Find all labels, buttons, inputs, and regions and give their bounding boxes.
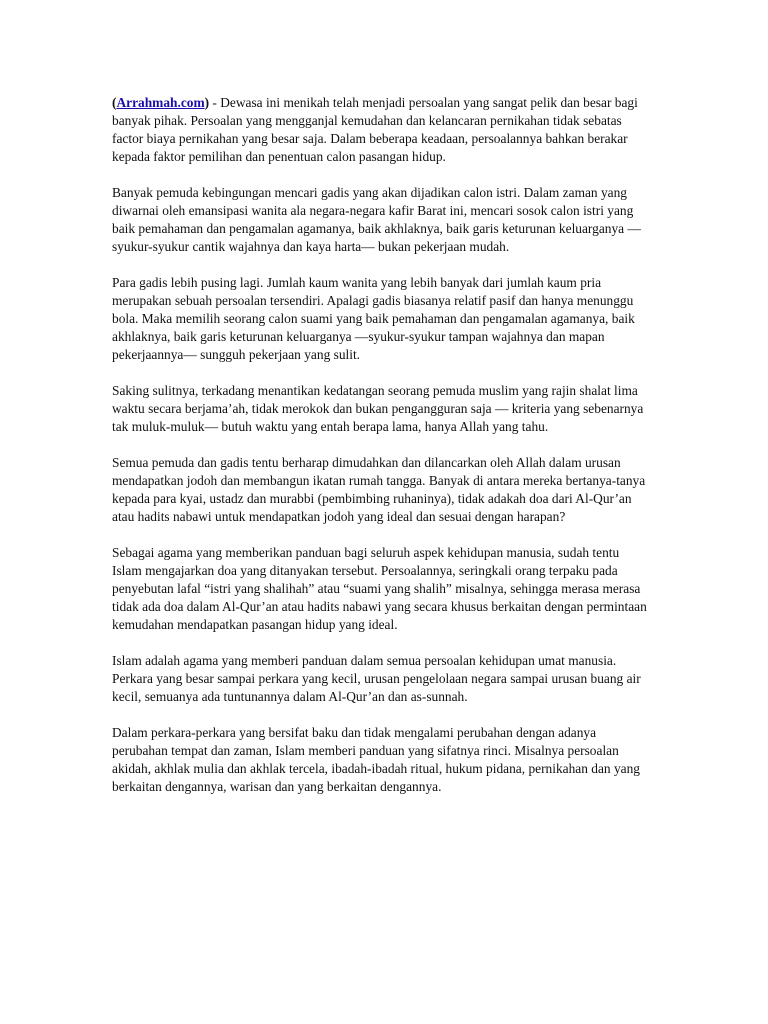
source-open-paren: ( xyxy=(112,95,117,110)
paragraph: Semua pemuda dan gadis tentu berharap dimudahkan dan dilancarkan oleh Allah dalam urusan mendapatkan jodoh dan membangun ikatan rumah tangga. Banyak di antara mereka bertanya-tanya kepada para kyai, ustadz dan murabbi (pembimbing ruhaninya), tidak adakah doa dari Al-Qur’an atau hadits nabawi untuk mendapatkan jodoh yang ideal dan sesuai dengan harapan? xyxy=(112,455,646,524)
intro-text: - Dewasa ini menikah telah menjadi persoalan yang sangat pelik dan besar bagi banyak pihak. Persoalan yang mengganjal kemudahan dan kelancaran pernikahan tidak sebatas factor biaya pernikahan yang besar saja. Dalam beberapa keadaan, persoalannya bahkan berakar kepada faktor pemilihan dan penentuan calon pasangan hidup. xyxy=(112,95,638,164)
paragraph: Saking sulitnya, terkadang menantikan kedatangan seorang pemuda muslim yang rajin shalat lima waktu secara berjama’ah, tidak merokok dan bukan pengangguran saja — kriteria yang sebenarnya tak muluk-muluk— butuh waktu yang entah berapa lama, hanya Allah yang tahu. xyxy=(112,383,644,434)
paragraph: Dalam perkara-perkara yang bersifat baku dan tidak mengalami perubahan dengan adanya perubahan tempat dan zaman, Islam memberi panduan yang sifatnya rinci. Misalnya persoalan akidah, akhlak mulia dan akhlak tercela, ibadah-ibadah ritual, hukum pidana, pernikahan dan yang berkaitan dengannya, warisan dan yang berkaitan dengannya. xyxy=(112,725,640,794)
source-close-paren: ) xyxy=(204,95,210,110)
source-link[interactable]: Arrahmah.com xyxy=(116,95,205,110)
article-body xyxy=(112,94,652,796)
paragraph: Banyak pemuda kebingungan mencari gadis yang akan dijadikan calon istri. Dalam zaman yang diwarnai oleh emansipasi wanita ala negara-negara kafir Barat ini, mencari sosok calon istri yang baik pemahaman dan pengamalan agamanya, baik akhlaknya, baik garis keturunan keluarganya —syukur-syukur cantik wajahnya dan kaya harta— bukan pekerjaan mudah. xyxy=(112,185,641,254)
paragraph: Para gadis lebih pusing lagi. Jumlah kaum wanita yang lebih banyak dari jumlah kaum pria merupakan sebuah persoalan tersendiri. Apalagi gadis biasanya relatif pasif dan hanya menunggu bola. Maka memilih seorang calon suami yang baik pemahaman dan pengamalan agamanya, baik akhlaknya, baik garis keturunan keluarganya —syukur-syukur tampan wajahnya dan mapan pekerjaannya— sungguh pekerjaan yang sulit. xyxy=(112,275,635,362)
paragraph: Sebagai agama yang memberikan panduan bagi seluruh aspek kehidupan manusia, sudah tentu Islam mengajarkan doa yang ditanyakan tersebut. Persoalannya, seringkali orang terpaku pada penyebutan lafal “istri yang shalihah” atau “suami yang shalih” misalnya, sehingga merasa merasa tidak ada doa dalam Al-Qur’an atau hadits nabawi yang secara khusus berkaitan dengan permintaan kemudahan mendapatkan pasangan hidup yang ideal. xyxy=(112,545,647,632)
paragraph: Islam adalah agama yang memberi panduan dalam semua persoalan kehidupan umat manusia. Perkara yang besar sampai perkara yang kecil, urusan pengelolaan negara sampai urusan buang air kecil, semuanya ada tuntunannya dalam Al-Qur’an dan as-sunnah. xyxy=(112,653,641,704)
paragraph-intro xyxy=(112,94,652,166)
